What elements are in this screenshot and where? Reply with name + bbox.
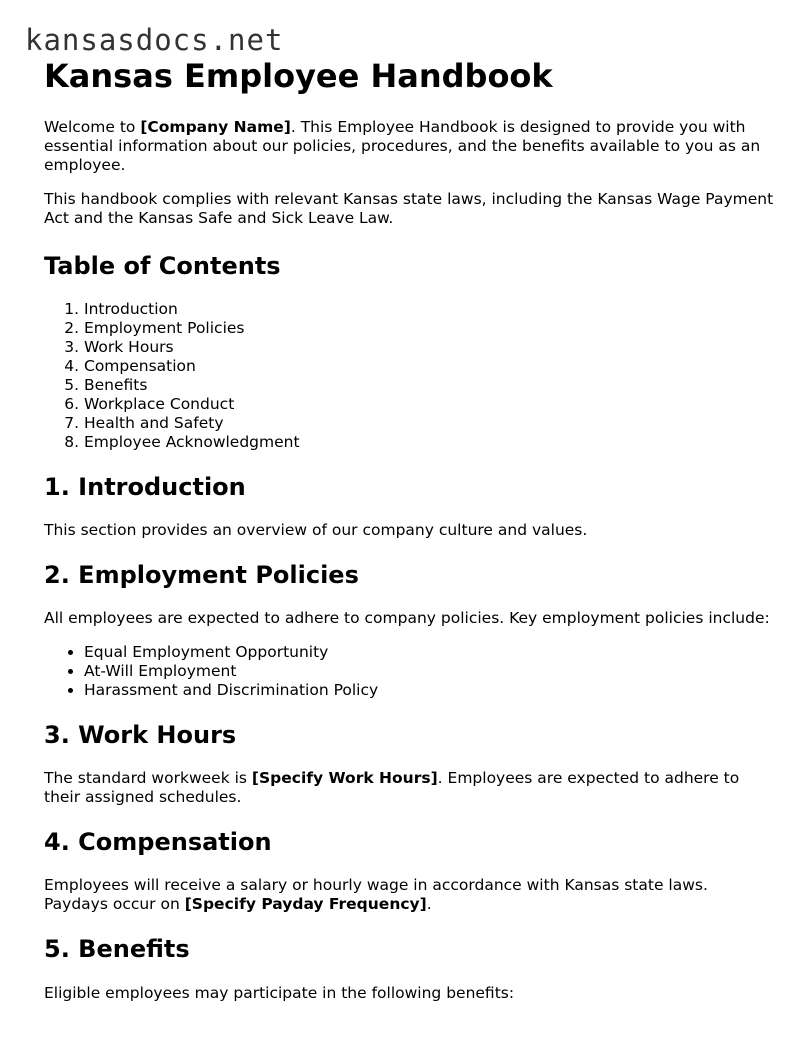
watermark: kansasdocs.net	[25, 23, 284, 57]
section-heading-work-hours: 3. Work Hours	[44, 721, 237, 749]
section-heading-employment-policies: 2. Employment Policies	[44, 561, 359, 589]
list-item: • Harassment and Discrimination Policy	[84, 681, 774, 700]
section-heading-benefits: 5. Benefits	[44, 935, 190, 963]
toc-item: 7. Health and Safety	[84, 414, 774, 433]
section-text-introduction: This section provides an overview of our company culture and values.	[44, 521, 588, 539]
company-name-placeholder: [Company Name]	[140, 118, 291, 136]
work-hours-text-start: The standard workweek is	[44, 769, 252, 787]
page-title: Kansas Employee Handbook	[44, 57, 553, 95]
toc-heading: Table of Contents	[44, 252, 281, 280]
section-text-employment-policies: All employees are expected to adhere to company policies. Key employment policies include:	[44, 609, 770, 627]
toc-item: 6. Workplace Conduct	[84, 395, 774, 414]
intro-text-end: . This Employee Handbook is designed to provide you with essential information about our policies, procedures, and the benefits available to you as an employee.	[44, 118, 761, 174]
section-heading-compensation: 4. Compensation	[44, 828, 272, 856]
section-text-work-hours	[44, 769, 774, 807]
toc-item: 3. Work Hours	[84, 338, 774, 357]
document-page	[44, 56, 774, 1003]
toc-item: 1. Introduction	[84, 300, 774, 319]
work-hours-placeholder: [Specify Work Hours]	[251, 769, 438, 787]
list-item: • Equal Employment Opportunity	[84, 643, 774, 662]
toc-item: 8. Employee Acknowledgment	[84, 433, 774, 452]
toc-item: 5. Benefits	[84, 376, 774, 395]
payday-frequency-placeholder: [Specify Payday Frequency]	[184, 895, 427, 913]
intro-paragraph-1	[44, 118, 774, 175]
section-heading-introduction: 1. Introduction	[44, 473, 246, 501]
employment-policies-list	[44, 643, 774, 700]
compensation-text-start: Employees will receive a salary or hourly wage in accordance with Kansas state laws. Paydays occur on	[44, 876, 708, 913]
work-hours-text-end: . Employees are expected to adhere to their assigned schedules.	[44, 769, 740, 806]
toc-item: 2. Employment Policies	[84, 319, 774, 338]
compensation-text-end: .	[426, 895, 432, 913]
list-item: • At-Will Employment	[84, 662, 774, 681]
section-text-benefits: Eligible employees may participate in the following benefits:	[44, 984, 515, 1002]
section-text-compensation	[44, 876, 774, 914]
toc-list	[44, 300, 774, 452]
toc-item: 4. Compensation	[84, 357, 774, 376]
intro-text-start: Welcome to	[44, 118, 141, 136]
intro-paragraph-2: This handbook complies with relevant Kansas state laws, including the Kansas Wage Payment Act and the Kansas Safe and Sick Leave Law.	[44, 190, 774, 227]
